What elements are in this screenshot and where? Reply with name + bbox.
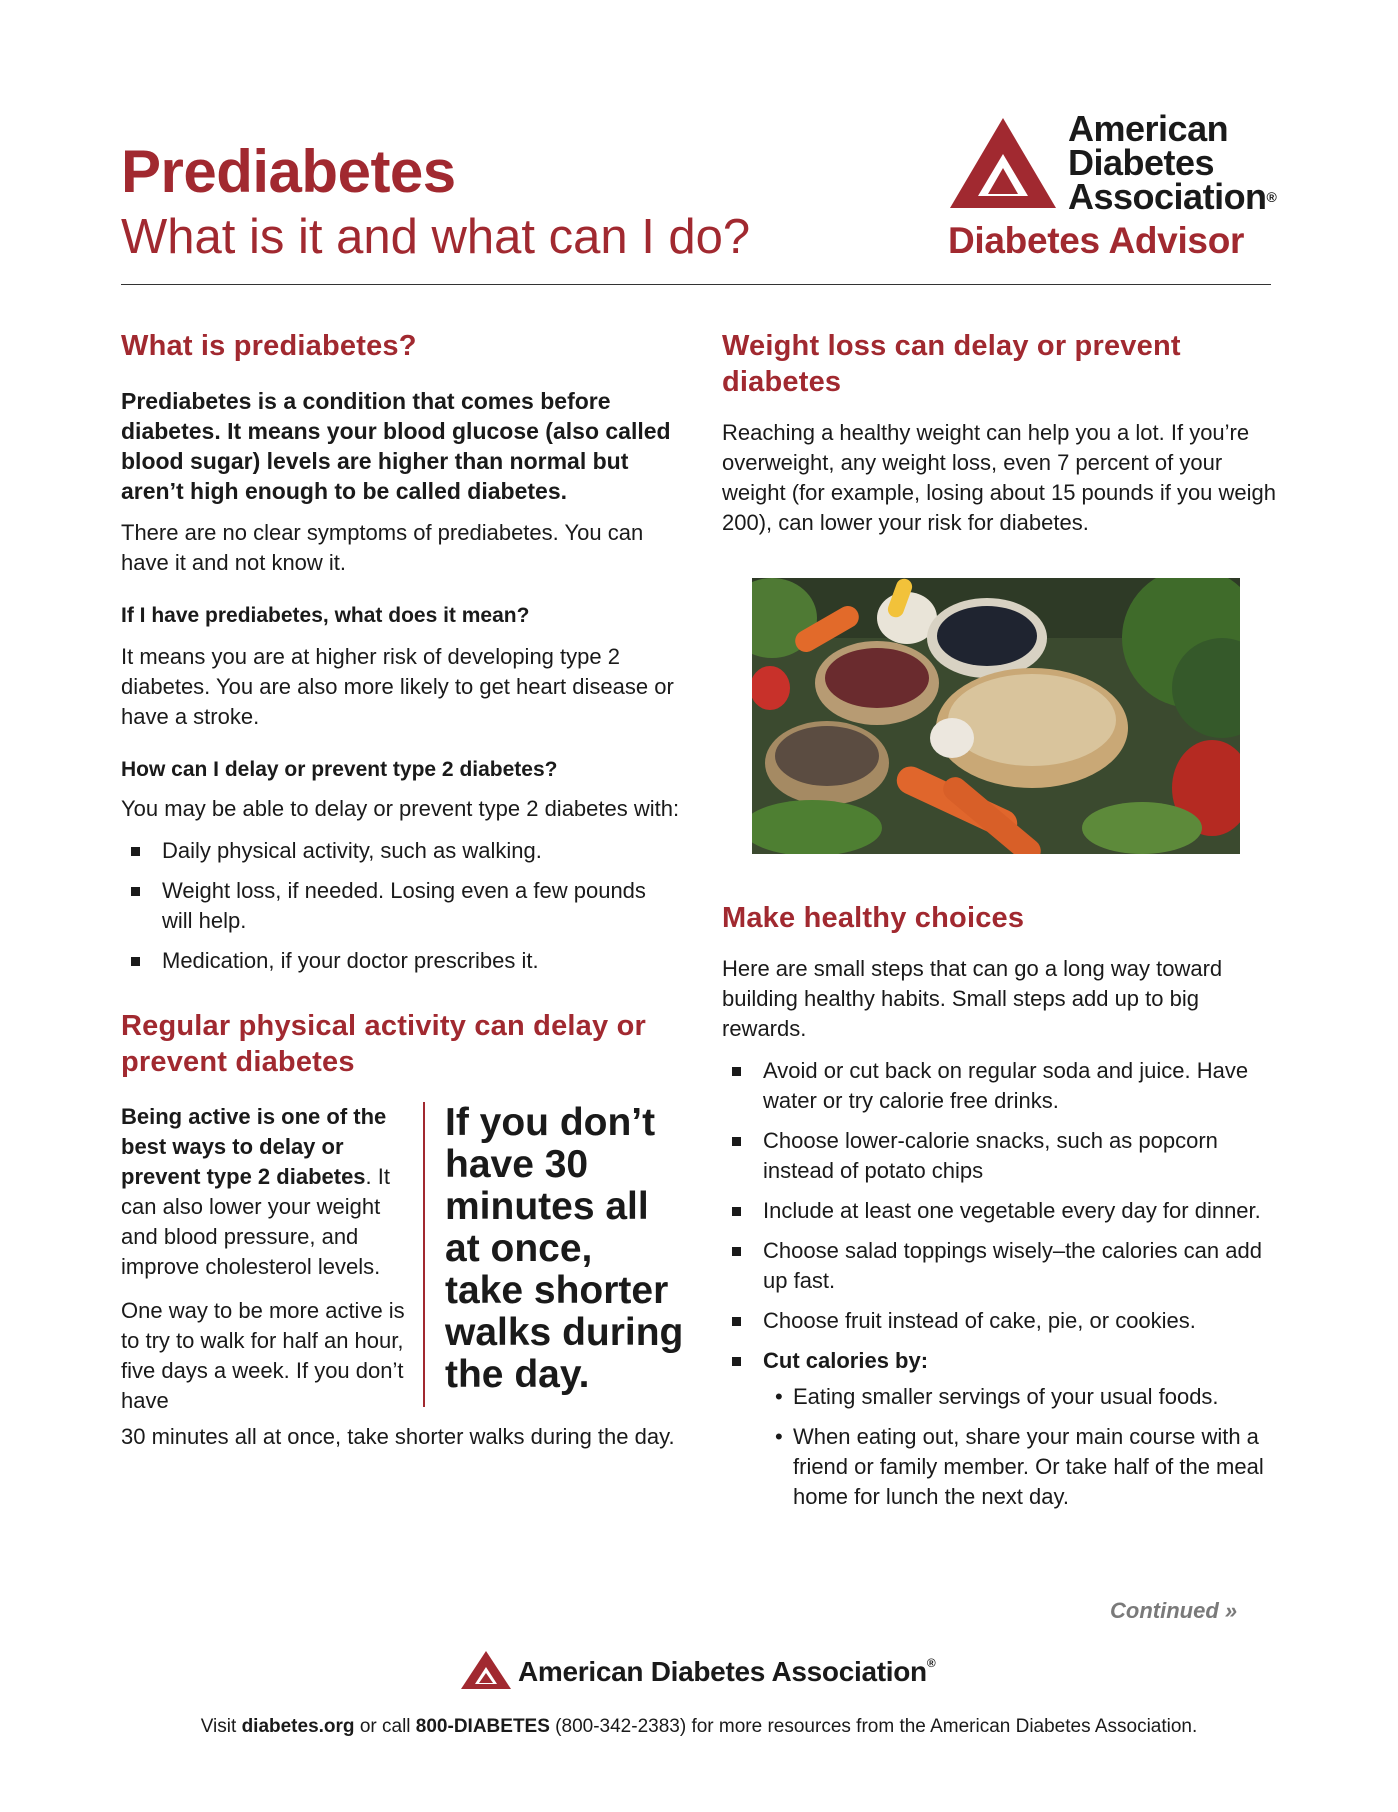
diabetes-advisor-label: Diabetes Advisor xyxy=(948,220,1245,261)
delay-list xyxy=(121,836,681,976)
footer-org-name: American Diabetes Association xyxy=(518,1656,927,1687)
activity-lead xyxy=(121,1102,411,1282)
pull-quote-line: at once, xyxy=(445,1227,593,1270)
ada-logo-text xyxy=(1068,108,1277,217)
ada-triangle-icon xyxy=(460,1650,512,1690)
healthy-choices-list xyxy=(722,1056,1282,1512)
what-is-body: There are no clear symptoms of prediabetes. You can have it and not know it. xyxy=(121,520,644,575)
what-is-lead: Prediabetes is a condition that comes before diabetes. It means your blood glucose (also called blood sugar) levels are higher than normal but aren’t high enough to be called diabetes. xyxy=(121,388,671,504)
list-item: Medication, if your doctor prescribes it. xyxy=(121,946,681,976)
pull-quote-line: take shorter xyxy=(445,1269,669,1312)
list-item: • When eating out, share your main course with a friend or family member. Or take half of the meal home for lunch the next day. xyxy=(763,1422,1282,1512)
pull-quote-line: If you don’t xyxy=(445,1101,656,1144)
list-item: Choose lower-calorie snacks, such as popcorn instead of potato chips xyxy=(722,1126,1282,1186)
registered-mark: ® xyxy=(1266,189,1277,205)
list-item xyxy=(722,1346,1282,1512)
footer-site-link[interactable]: diabetes.org xyxy=(241,1716,355,1737)
activity-lead-rest: . It can also lower your weight and blood pressure, and improve cholesterol levels. xyxy=(121,1164,390,1279)
footer-contact-line xyxy=(0,1716,1398,1738)
logo-line-3: Association xyxy=(1068,176,1267,217)
activity-body-a: One way to be more active is to try to walk for half an hour, five days a week. If you don’t have xyxy=(121,1298,405,1413)
list-item: Choose fruit instead of cake, pie, or cookies. xyxy=(722,1306,1282,1336)
footer-ada-logo xyxy=(460,1650,936,1694)
ada-triangle-icon xyxy=(948,116,1058,211)
healthy-choices-body: Here are small steps that can go a long way toward building healthy habits. Small steps add up to big rewards. xyxy=(722,956,1223,1041)
pull-quote-line: have 30 xyxy=(445,1143,589,1186)
physical-activity-section xyxy=(121,1101,684,1502)
pull-quote-line: minutes all xyxy=(445,1185,649,1228)
weight-loss-heading: Weight loss can delay or prevent diabetes xyxy=(722,330,1181,398)
cut-calories-heading: Cut calories by: xyxy=(763,1348,929,1373)
logo-line-1: American xyxy=(1068,108,1229,149)
activity-lead-bold: Being active is one of the best ways to delay or prevent type 2 diabetes xyxy=(121,1104,387,1189)
pull-quote xyxy=(423,1102,715,1407)
right-column xyxy=(722,328,1282,1522)
list-item: • Eating smaller servings of your usual foods. xyxy=(763,1382,1282,1412)
pull-quote-line: walks during xyxy=(445,1311,684,1354)
how-delay-body: You may be able to delay or prevent type 2 diabetes with: xyxy=(121,796,680,821)
cut-calories-list xyxy=(763,1382,1282,1512)
physical-activity-heading: Regular physical activity can delay or prevent diabetes xyxy=(121,1010,646,1078)
weight-loss-body: Reaching a healthy weight can help you a lot. If you’re overweight, any weight loss, even 7 percent of your weight (for example, losing about 15 pounds if you weigh 200), can lower your risk for diabetes. xyxy=(722,420,1277,535)
left-column xyxy=(121,328,684,1502)
page-subtitle: What is it and what can I do? xyxy=(121,210,751,264)
healthy-choices-heading: Make healthy choices xyxy=(722,902,1025,934)
vegetables-and-legumes-image xyxy=(752,578,1240,854)
how-delay-heading: How can I delay or prevent type 2 diabetes? xyxy=(121,758,558,781)
continued-label: Continued » xyxy=(1110,1598,1238,1623)
list-item: Choose salad toppings wisely–the calories can add up fast. xyxy=(722,1236,1282,1296)
page-title: Prediabetes xyxy=(121,138,456,205)
list-item: Daily physical activity, such as walking. xyxy=(121,836,681,866)
what-does-it-mean-body: It means you are at higher risk of developing type 2 diabetes. You are also more likely to get heart disease or have a stroke. xyxy=(121,644,674,729)
what-does-it-mean-heading: If I have prediabetes, what does it mean? xyxy=(121,604,530,627)
footer-or-call-text: or call xyxy=(354,1716,416,1737)
footer-phone: 800-DIABETES xyxy=(415,1716,550,1737)
logo-line-2: Diabetes xyxy=(1068,142,1215,183)
ada-diabetes-advisor-logo xyxy=(948,108,1288,272)
food-photo xyxy=(752,578,1240,854)
activity-text xyxy=(121,1102,411,1416)
pull-quote-line: the day. xyxy=(445,1353,590,1396)
footer-rest-text: (800-342-2383) for more resources from the American Diabetes Association. xyxy=(549,1716,1198,1737)
what-is-prediabetes-heading: What is prediabetes? xyxy=(121,330,417,362)
header-divider xyxy=(121,284,1271,285)
activity-body-b: 30 minutes all at once, take shorter walks during the day. xyxy=(121,1424,675,1449)
list-item: Avoid or cut back on regular soda and juice. Have water or try calorie free drinks. xyxy=(722,1056,1282,1116)
registered-mark: ® xyxy=(926,1656,936,1670)
footer-visit-text: Visit xyxy=(200,1716,242,1737)
list-item: Weight loss, if needed. Losing even a few pounds will help. xyxy=(121,876,681,936)
list-item: Include at least one vegetable every day for dinner. xyxy=(722,1196,1282,1226)
